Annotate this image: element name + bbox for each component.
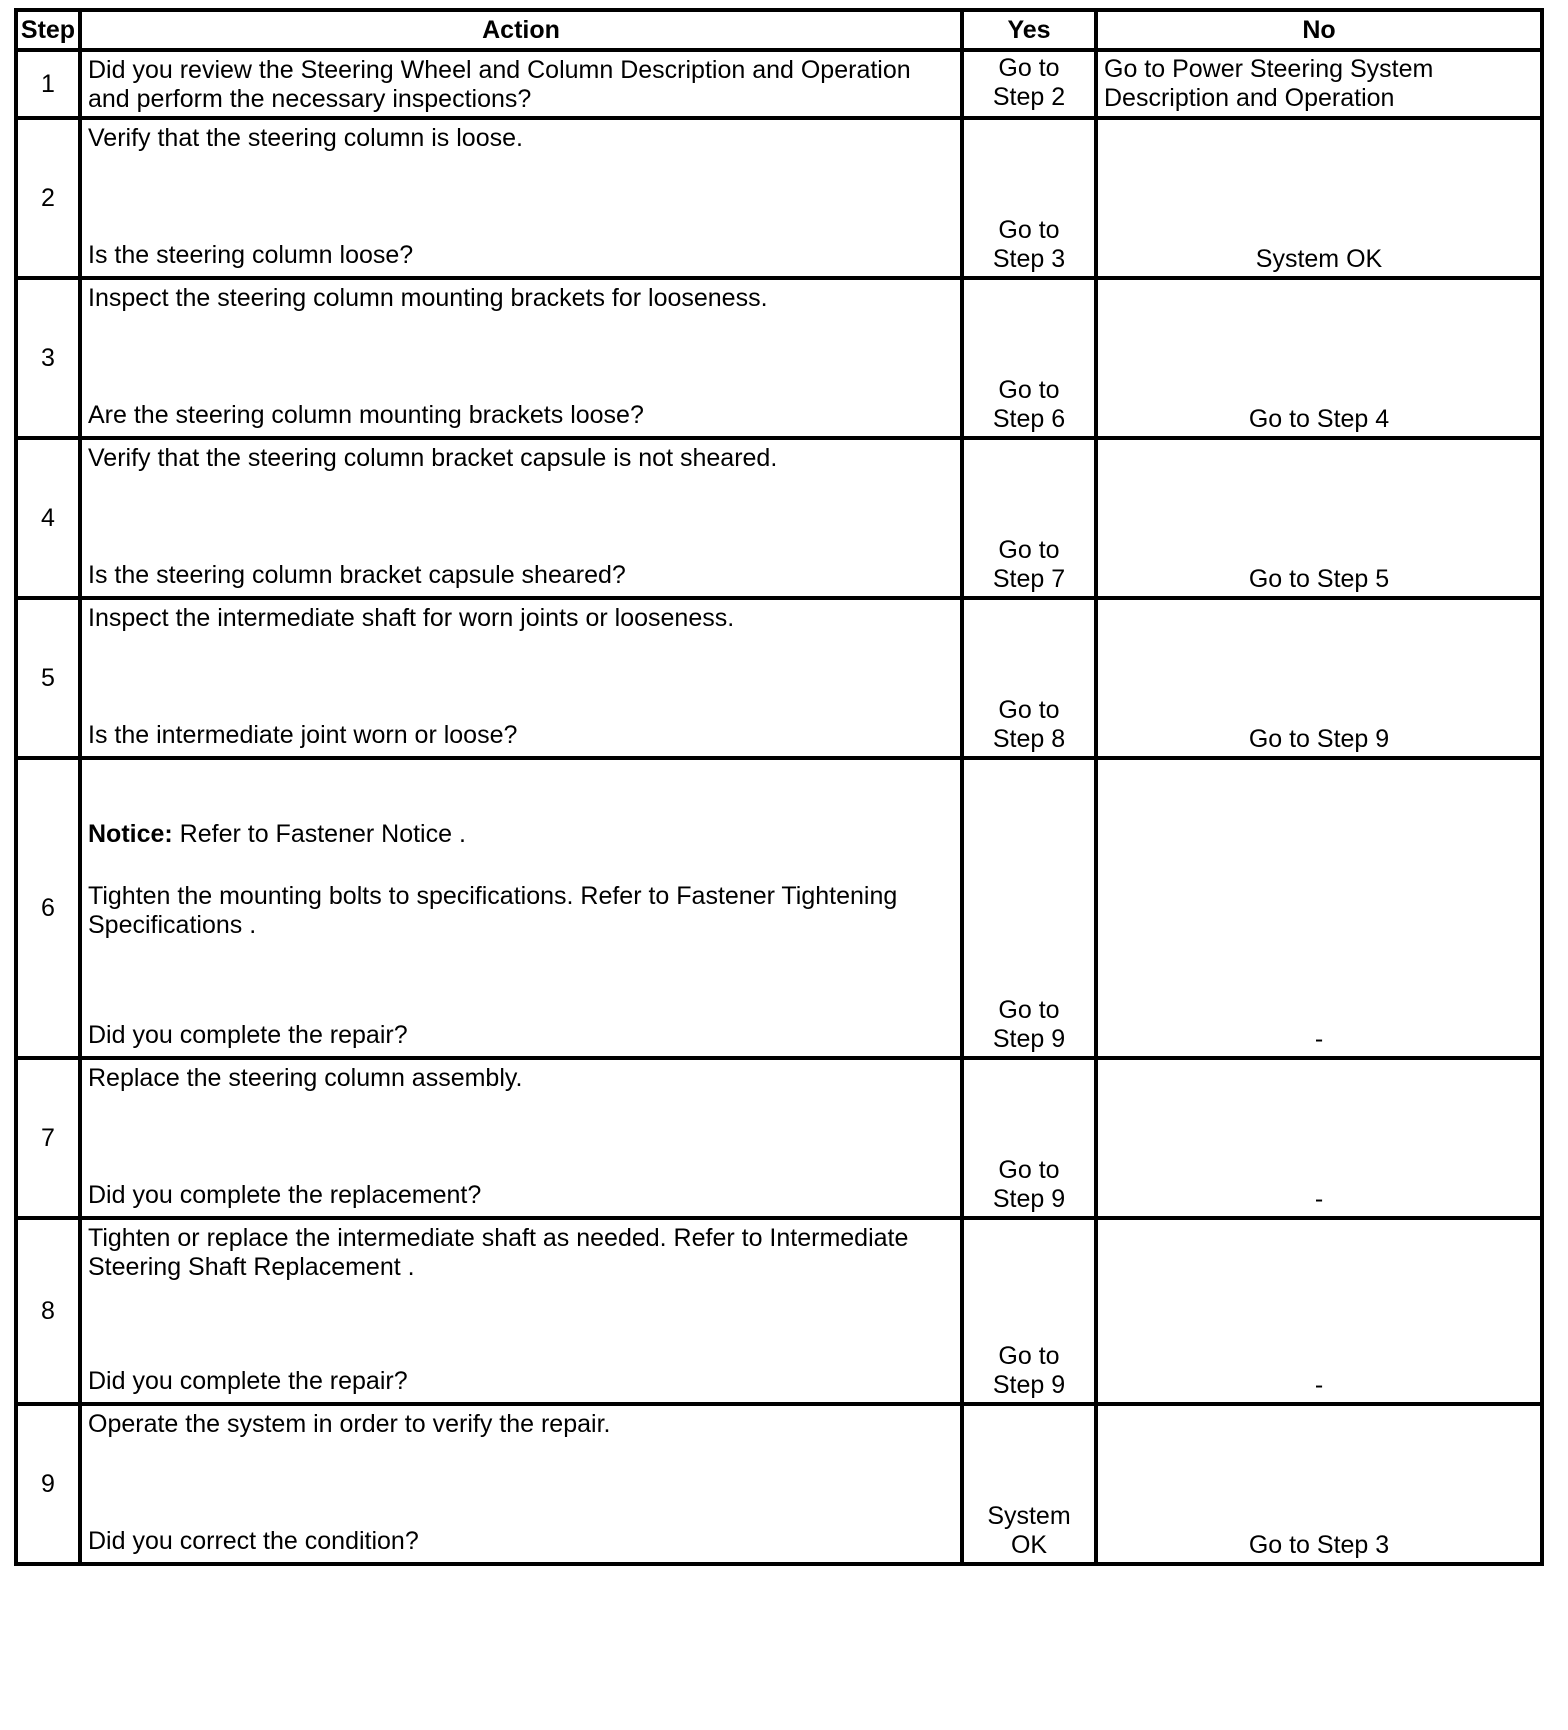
yes-text: Go to Step 6 [992,376,1066,433]
yes-text: Go to Step 9 [992,1156,1066,1213]
step-number: 1 [16,50,80,118]
table-row [16,598,1542,758]
step-number: 9 [16,1404,80,1564]
yes-cell [962,1218,1096,1404]
no-cell [1096,438,1542,598]
no-text: Go to Step 9 [1248,725,1390,753]
notice [88,820,954,849]
yes-text: Go to Step 2 [992,54,1066,111]
action-cell [80,50,962,118]
yes-cell [962,438,1096,598]
step-number: 3 [16,278,80,438]
header-yes: Yes [962,10,1096,50]
action-text: Inspect the intermediate shaft for worn joints or looseness. [88,604,735,632]
action-cell [80,758,962,1058]
step-number: 2 [16,118,80,278]
step-number: 7 [16,1058,80,1218]
action-cell [80,598,962,758]
header-step: Step [16,10,80,50]
no-cell [1096,50,1542,118]
no-text: - [1314,1025,1324,1053]
action-question: Did you complete the repair? [88,1367,408,1395]
action-question: Did you correct the condition? [88,1527,419,1555]
no-text: Go to Power Steering System Description and Operation [1104,55,1434,112]
yes-cell [962,598,1096,758]
yes-cell [962,758,1096,1058]
table-row [16,758,1542,1058]
table-row [16,1218,1542,1404]
action-cell [80,1404,962,1564]
action-text: Operate the system in order to verify the repair. [88,1410,611,1438]
action-cell [80,118,962,278]
diagnostic-table-container [14,8,1540,1566]
action-text: Verify that the steering column is loose. [88,124,523,152]
no-cell [1096,758,1542,1058]
yes-cell [962,118,1096,278]
no-text: Go to Step 4 [1248,405,1390,433]
action-question: Is the intermediate joint worn or loose? [88,721,518,749]
action-question: Is the steering column bracket capsule sheared? [88,561,626,589]
yes-text: Go to Step 3 [992,216,1066,273]
action-question: Did you complete the replacement? [88,1181,482,1209]
step-number: 8 [16,1218,80,1404]
no-text: Go to Step 3 [1248,1531,1390,1559]
action-cell [80,1218,962,1404]
no-cell [1096,118,1542,278]
yes-cell [962,278,1096,438]
table-row [16,278,1542,438]
no-text: Go to Step 5 [1248,565,1390,593]
action-text: Inspect the steering column mounting brackets for looseness. [88,284,768,312]
diagnostic-table [14,8,1544,1566]
action-text: Verify that the steering column bracket capsule is not sheared. [88,444,778,472]
action-cell [80,438,962,598]
action-text: Did you review the Steering Wheel and Column Description and Operation and perform the necessary inspections? [88,56,911,113]
step-number: 6 [16,758,80,1058]
header-action: Action [80,10,962,50]
notice-label: Notice: [88,820,173,848]
header-no: No [1096,10,1542,50]
action-text: Tighten the mounting bolts to specifications. Refer to Fastener Tightening Specifications . [88,882,898,939]
table-row [16,50,1542,118]
step-number: 5 [16,598,80,758]
no-cell [1096,1218,1542,1404]
no-text: System OK [1255,245,1383,273]
action-question: Is the steering column loose? [88,241,414,269]
step-number: 4 [16,438,80,598]
no-cell [1096,1404,1542,1564]
action-cell [80,1058,962,1218]
action-question: Did you complete the repair? [88,1021,408,1049]
action-cell [80,278,962,438]
header-row [16,10,1542,50]
yes-text: Go to Step 7 [992,536,1066,593]
table-row [16,118,1542,278]
no-cell [1096,278,1542,438]
no-text: - [1314,1185,1324,1213]
table-row [16,438,1542,598]
action-text: Replace the steering column assembly. [88,1064,523,1092]
yes-text: Go to Step 8 [992,696,1066,753]
no-cell [1096,1058,1542,1218]
notice-text: Refer to Fastener Notice . [172,820,466,848]
no-cell [1096,598,1542,758]
table-row [16,1058,1542,1218]
yes-text: System OK [987,1502,1071,1559]
yes-cell [962,1404,1096,1564]
yes-cell [962,50,1096,118]
action-text: Tighten or replace the intermediate shaft as needed. Refer to Intermediate Steering Shaft Replacement . [88,1224,909,1281]
action-question: Are the steering column mounting brackets loose? [88,401,644,429]
table-row [16,1404,1542,1564]
yes-text: Go to Step 9 [992,996,1066,1053]
yes-cell [962,1058,1096,1218]
no-text: - [1314,1371,1324,1399]
yes-text: Go to Step 9 [992,1342,1066,1399]
